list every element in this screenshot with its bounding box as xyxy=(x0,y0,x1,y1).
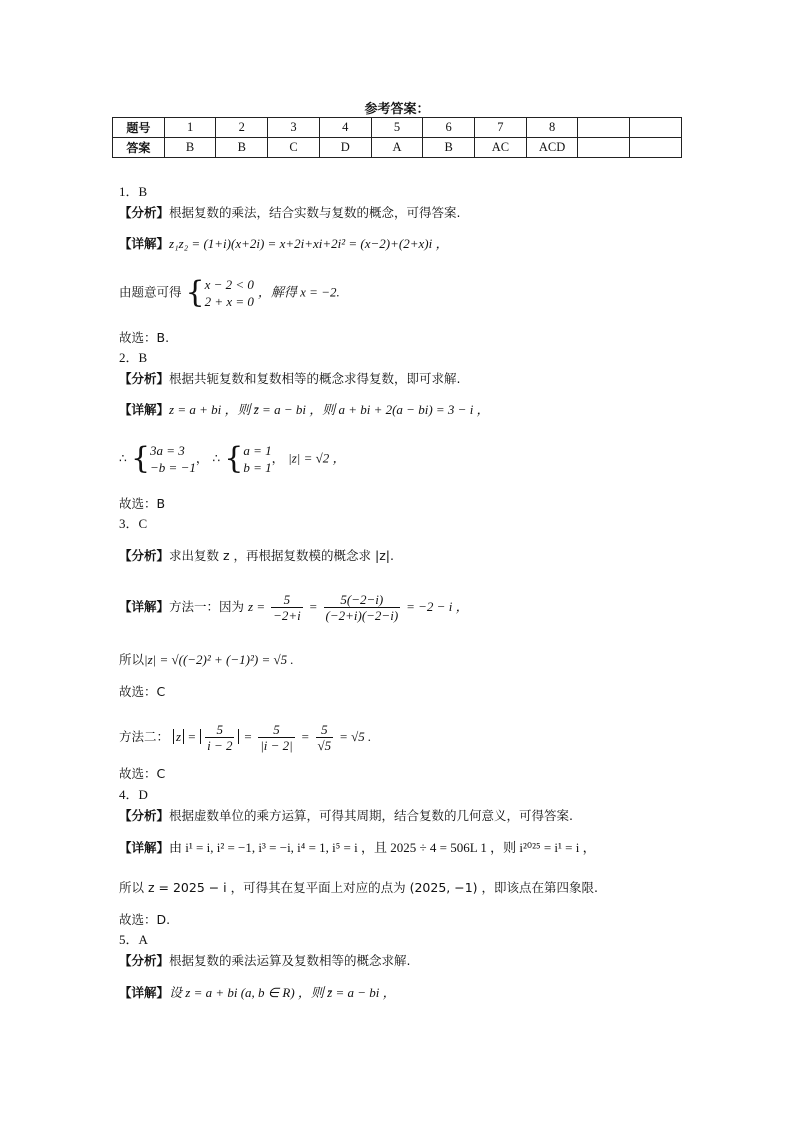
analysis-text: 根据共轭复数和复数相等的概念求得复数，即可求解. xyxy=(169,371,461,386)
modulus-line: |z| = √((−2)² + (−1)²) = √5 . xyxy=(144,652,294,667)
equation-system: { a = 1 b = 1 xyxy=(224,441,272,476)
analysis-tag: 【分析】 xyxy=(119,548,170,563)
analysis-tag: 【分析】 xyxy=(119,205,170,220)
numerator: 5 xyxy=(205,722,234,738)
table-cell: 8 xyxy=(526,118,578,138)
q2-heading: 2．B xyxy=(119,350,148,365)
numerator: 5 xyxy=(316,722,334,738)
analysis-tag: 【分析】 xyxy=(119,953,170,968)
numerator: 5(−2−i) xyxy=(324,592,401,608)
table-cell: 1 xyxy=(164,118,216,138)
analysis-tag: 【分析】 xyxy=(119,371,170,386)
detail-tag: 【详解】 xyxy=(119,402,170,417)
analysis-text: 根据复数的乘法运算及复数相等的概念求解. xyxy=(169,953,411,968)
system-row: a = 1 xyxy=(243,443,272,458)
table-cell: ACD xyxy=(526,138,578,158)
q5-analysis xyxy=(119,953,411,969)
system-row: 2 + x = 0 xyxy=(204,294,254,309)
q4-line2 xyxy=(119,880,598,896)
detail-text: z = a + bi ，则 z̄ = a − bi ，则 a + bi + 2(a − bi) = 3 − i ， xyxy=(169,402,490,417)
system-row: −b = −1 xyxy=(150,460,196,475)
row-header-number: 题号 xyxy=(113,118,165,138)
denominator: i − 2 xyxy=(207,738,233,753)
analysis-text: 求出复数 z ，再根据复数模的概念求 |z|. xyxy=(169,548,394,563)
detail-tag: 【详解】 xyxy=(119,599,170,614)
table-cell: B xyxy=(164,138,216,158)
q4-heading: 4．D xyxy=(119,787,148,802)
question-number-row xyxy=(113,118,682,138)
table-cell: 7 xyxy=(475,118,527,138)
table-cell xyxy=(578,138,630,158)
q2-choice: 故选：B xyxy=(119,496,166,511)
table-cell: B xyxy=(423,138,475,158)
fraction xyxy=(271,592,303,623)
method2-label: 方法二： xyxy=(119,729,170,744)
q3-method2: 方法二： z = $\frac{5}{i - 2}$ = $\frac{5}{|i - 2|}$ = $\frac{5}{√5}$ = √5 . xyxy=(119,722,372,753)
table-cell xyxy=(630,118,682,138)
detail-text: 由 i¹ = i, i² = −1, i³ = −i, i⁴ = 1, i⁵ = i ，且 2025 ÷ 4 = 506L 1 ，则 i²⁰²⁵ = i¹ = i ， xyxy=(169,840,596,855)
fraction xyxy=(205,722,234,753)
detail-tag: 【详解】 xyxy=(119,985,170,1000)
table-cell: AC xyxy=(475,138,527,158)
q3-method1: 【详解】方法一：因为 z = $\frac{5}{-2+i}$ = $\frac{5(-2-i)}{(-2+i)(-2-i)}$ = −2 − i ， xyxy=(119,592,469,623)
q3-modulus xyxy=(119,652,294,668)
analysis-text: 根据复数的乘法，结合实数与复数的概念，可得答案. xyxy=(169,205,461,220)
numerator: 5 xyxy=(258,722,295,738)
q1-detail xyxy=(119,236,448,252)
q4-detail xyxy=(119,840,596,856)
fraction xyxy=(316,722,334,753)
denominator: (−2+i)(−2−i) xyxy=(325,608,399,623)
table-cell: 4 xyxy=(319,118,371,138)
q1-analysis xyxy=(119,205,461,221)
q5-detail xyxy=(119,985,396,1001)
q3-choice2: 故选：C xyxy=(119,766,166,781)
table-cell: C xyxy=(268,138,320,158)
method1-label: 方法一：因为 xyxy=(169,599,245,614)
table-cell xyxy=(630,138,682,158)
q3-analysis xyxy=(119,548,394,564)
system-row: x − 2 < 0 xyxy=(204,277,254,292)
q3-heading: 3．C xyxy=(119,516,148,531)
fraction xyxy=(258,722,295,753)
denominator: √5 xyxy=(317,738,332,753)
analysis-text: 根据虚数单位的乘方运算，可得其周期，结合复数的几何意义，可得答案. xyxy=(169,808,573,823)
so-label: 所以 xyxy=(119,652,145,667)
therefore-symbol: ∴ xyxy=(212,450,221,466)
table-cell: 5 xyxy=(371,118,423,138)
method2-result: = √5 . xyxy=(339,729,372,744)
q2-analysis xyxy=(119,371,461,387)
therefore-symbol: ∴ xyxy=(119,450,127,466)
q4-analysis xyxy=(119,808,573,824)
answer-table xyxy=(112,117,682,158)
detail-tag: 【详解】 xyxy=(119,840,170,855)
table-cell: 6 xyxy=(423,118,475,138)
table-cell: 2 xyxy=(216,118,268,138)
denominator: −2+i xyxy=(273,608,301,623)
detail-text: z₁z₂ = (1+i)(x+2i) = x+2i+xi+2i² = (x−2)+(2+x)i ， xyxy=(169,236,449,251)
table-cell: 3 xyxy=(268,118,320,138)
conclusion-text: 所以 z = 2025 − i ，可得其在复平面上对应的点为 (2025, −1) ，即该点在第四象限. xyxy=(119,880,598,895)
analysis-tag: 【分析】 xyxy=(119,808,170,823)
table-cell: A xyxy=(371,138,423,158)
q3-choice1: 故选：C xyxy=(119,684,166,699)
denominator: |i − 2| xyxy=(260,738,293,753)
system-row: b = 1 xyxy=(243,460,272,475)
table-cell xyxy=(578,118,630,138)
equation-system: { x − 2 < 0 2 + x = 0 xyxy=(185,275,254,310)
detail-tag: 【详解】 xyxy=(119,236,170,251)
q1-heading: 1．B xyxy=(119,184,148,199)
q5-heading: 5．A xyxy=(119,932,148,947)
condition-suffix: ，解得 x = −2. xyxy=(257,284,340,300)
answer-key-title: 参考答案： xyxy=(364,102,430,117)
table-cell: D xyxy=(319,138,371,158)
table-cell: B xyxy=(216,138,268,158)
modulus-result: |z| = √2 ， xyxy=(288,450,346,466)
q4-choice: 故选：D. xyxy=(119,912,171,927)
method1-result: = −2 − i ， xyxy=(406,599,469,614)
answer-row xyxy=(113,138,682,158)
q2-systems: ∴ { 3a = 3 −b = −1 ， ∴ { a = 1 b = 1 ， |z| = √2 ， xyxy=(119,441,346,476)
system-row: 3a = 3 xyxy=(150,443,185,458)
detail-text: 设 z = a + bi (a, b ∈ R) ，则 z̄ = a − bi ， xyxy=(169,985,396,1000)
q2-detail xyxy=(119,402,490,418)
row-header-answer: 答案 xyxy=(113,138,165,158)
equation-system: { 3a = 3 −b = −1 xyxy=(130,441,196,476)
q1-condition xyxy=(119,276,340,310)
fraction xyxy=(324,592,401,623)
condition-prefix: 由题意可得 xyxy=(119,284,182,300)
numerator: 5 xyxy=(271,592,303,608)
q1-choice: 故选：B. xyxy=(119,330,170,345)
